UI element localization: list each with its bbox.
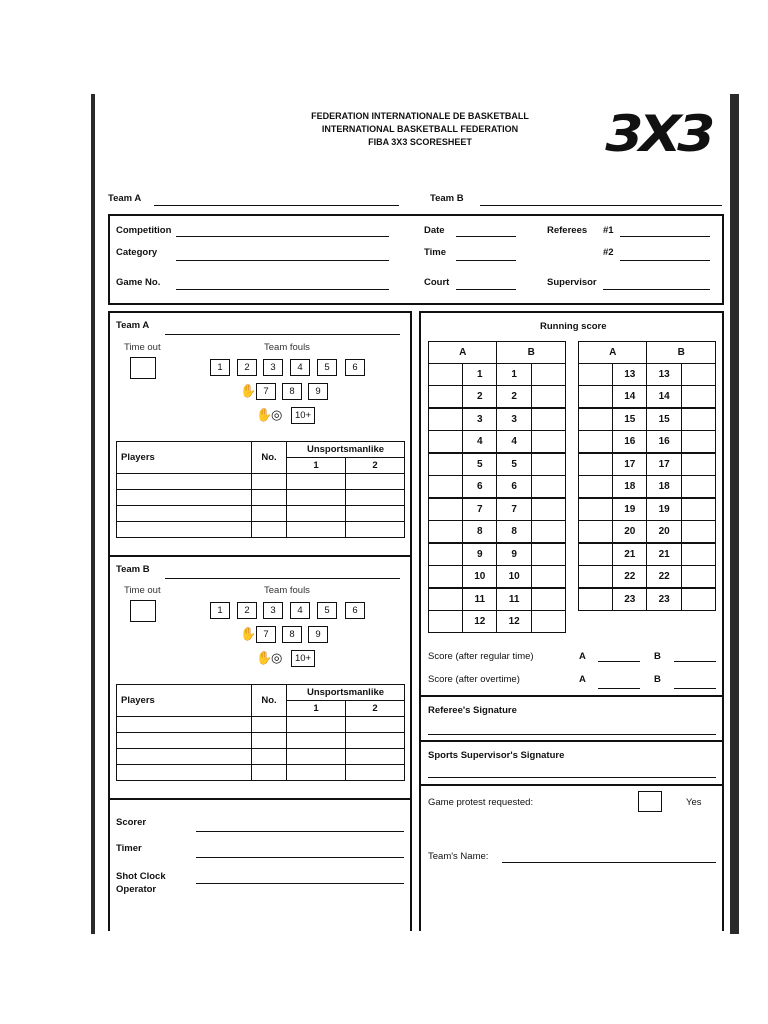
competition-field[interactable] <box>176 236 389 237</box>
running-score-mark-cell[interactable] <box>681 386 715 409</box>
team-foul-box[interactable]: 7 <box>256 626 276 643</box>
referee-signature-label: Referee's Signature <box>428 705 517 716</box>
team-a-name-field[interactable] <box>154 205 399 206</box>
running-score-col-a-header: A <box>429 342 497 364</box>
running-score-mark-cell[interactable] <box>579 364 613 386</box>
team-foul-box[interactable]: 6 <box>345 359 365 376</box>
team-foul-box[interactable]: 10+ <box>291 650 315 667</box>
protest-team-name-field[interactable] <box>502 862 716 863</box>
table-row[interactable] <box>117 733 405 749</box>
table-row <box>429 588 566 611</box>
players-header: Players <box>117 685 252 717</box>
running-score-mark-cell[interactable] <box>531 453 565 476</box>
signature-divider-3 <box>419 784 724 786</box>
running-score-left-table <box>428 341 566 633</box>
signature-divider-1 <box>419 695 724 697</box>
running-score-number: 14 <box>647 386 681 409</box>
running-score-number: 20 <box>613 521 647 544</box>
running-score-col-a-header: A <box>579 342 647 364</box>
running-score-number: 14 <box>613 386 647 409</box>
score-overtime-a-label: A <box>579 674 586 685</box>
running-score-mark-cell[interactable] <box>681 431 715 454</box>
score-regular-b-label: B <box>654 651 661 662</box>
team-b-section-label: Team B <box>116 564 150 575</box>
running-score-mark-cell[interactable] <box>429 476 463 499</box>
running-score-mark-cell[interactable] <box>531 364 565 386</box>
running-score-number: 21 <box>647 543 681 566</box>
right-border-bar <box>730 94 739 934</box>
team-a-timeout-label: Time out <box>124 342 161 353</box>
running-score-mark-cell[interactable] <box>579 588 613 611</box>
score-regular-a-label: A <box>579 651 586 662</box>
running-score-mark-cell[interactable] <box>429 521 463 544</box>
team-a-section-name-field[interactable] <box>165 334 400 335</box>
team-b-section-name-field[interactable] <box>165 578 400 579</box>
protest-yes-label: Yes <box>686 797 702 808</box>
raised-hand-icon: ✋ <box>240 383 257 398</box>
court-label: Court <box>424 277 450 288</box>
running-score-number: 17 <box>647 453 681 476</box>
supervisor-signature-label: Sports Supervisor's Signature <box>428 750 565 761</box>
running-score-mark-cell[interactable] <box>531 431 565 454</box>
team-a-players-table <box>116 441 405 538</box>
running-score-col-b-header: B <box>497 342 566 364</box>
team-foul-box[interactable]: 3 <box>263 602 283 619</box>
running-score-mark-cell[interactable] <box>429 386 463 409</box>
shot-clock-label <box>116 870 166 896</box>
running-score-number: 8 <box>497 521 531 544</box>
table-row[interactable] <box>117 474 405 490</box>
competition-label: Competition <box>116 225 172 236</box>
number-header: No. <box>252 685 287 717</box>
raised-hand-icon: ✋ <box>256 407 273 422</box>
table-row <box>429 364 566 386</box>
running-score-number: 7 <box>463 498 497 521</box>
running-score-number: 6 <box>463 476 497 499</box>
supervisor-label: Supervisor <box>547 277 597 288</box>
team-foul-box[interactable]: 8 <box>282 626 302 643</box>
running-score-number: 12 <box>463 611 497 633</box>
running-score-number: 17 <box>613 453 647 476</box>
running-score-number: 7 <box>497 498 531 521</box>
running-score-number: 4 <box>497 431 531 454</box>
table-row <box>579 408 716 431</box>
running-score-number: 11 <box>463 588 497 611</box>
left-border-bar <box>91 94 95 934</box>
referee-signature-field[interactable] <box>428 734 716 735</box>
running-score-number: 15 <box>613 408 647 431</box>
table-row[interactable] <box>117 522 405 538</box>
team-a-section-label: Team A <box>116 320 150 331</box>
timer-field[interactable] <box>196 857 404 858</box>
time-field[interactable] <box>456 260 516 261</box>
game-no-label: Game No. <box>116 277 161 288</box>
running-score-mark-cell[interactable] <box>531 611 565 633</box>
header-line-3: FIBA 3X3 SCORESHEET <box>368 137 472 147</box>
running-score-mark-cell[interactable] <box>531 521 565 544</box>
score-regular-a-field[interactable] <box>598 661 640 662</box>
timer-label: Timer <box>116 843 142 854</box>
table-row <box>579 453 716 476</box>
team-b-fouls-label: Team fouls <box>264 585 310 596</box>
team-foul-box[interactable]: 9 <box>308 626 328 643</box>
running-score-mark-cell[interactable] <box>579 498 613 521</box>
header-line-2: INTERNATIONAL BASKETBALL FEDERATION <box>321 124 519 134</box>
table-row <box>579 588 716 611</box>
team-foul-box[interactable]: 5 <box>317 359 337 376</box>
fiba-3x3-logo: 3X3 <box>605 105 711 163</box>
date-field[interactable] <box>456 236 516 237</box>
team-foul-box[interactable]: 6 <box>345 602 365 619</box>
score-overtime-b-label: B <box>654 674 661 685</box>
raised-hand-icon: ✋ <box>240 626 257 641</box>
running-score-mark-cell[interactable] <box>579 543 613 566</box>
running-score-mark-cell[interactable] <box>429 588 463 611</box>
running-score-number: 4 <box>463 431 497 454</box>
table-row <box>579 431 716 454</box>
running-score-number: 19 <box>647 498 681 521</box>
team-a-fouls-label: Team fouls <box>264 342 310 353</box>
running-score-number: 11 <box>497 588 531 611</box>
running-score-number: 5 <box>497 453 531 476</box>
score-overtime-b-field[interactable] <box>674 688 716 689</box>
unsportsmanlike-1-header: 1 <box>287 701 346 717</box>
table-row[interactable] <box>117 717 405 733</box>
running-score-mark-cell[interactable] <box>531 476 565 499</box>
signature-divider-2 <box>419 740 724 742</box>
team-foul-box[interactable]: 1 <box>210 359 230 376</box>
scorer-label: Scorer <box>116 817 147 828</box>
table-row[interactable] <box>117 749 405 765</box>
running-score-number: 16 <box>613 431 647 454</box>
score-regular-label: Score (after regular time) <box>428 651 534 662</box>
supervisor-field[interactable] <box>603 289 710 290</box>
table-row[interactable] <box>117 490 405 506</box>
unsportsmanlike-2-header: 2 <box>345 458 404 474</box>
team-foul-box[interactable]: 1 <box>210 602 230 619</box>
table-row <box>429 408 566 431</box>
unsportsmanlike-2-header: 2 <box>345 701 404 717</box>
running-score-mark-cell[interactable] <box>579 453 613 476</box>
team-foul-box[interactable]: 2 <box>237 602 257 619</box>
table-row <box>579 566 716 589</box>
running-score-number: 23 <box>647 588 681 611</box>
running-score-number: 2 <box>463 386 497 409</box>
team-foul-box[interactable]: 10+ <box>291 407 315 424</box>
team-foul-box[interactable]: 7 <box>256 383 276 400</box>
protest-team-name-label: Team's Name: <box>428 851 489 862</box>
running-score-mark-cell[interactable] <box>531 498 565 521</box>
team-divider <box>108 555 412 557</box>
number-header: No. <box>252 442 287 474</box>
table-row[interactable] <box>117 506 405 522</box>
basketball-icon: ◎ <box>271 407 283 422</box>
team-foul-box[interactable]: 2 <box>237 359 257 376</box>
running-score-mark-cell[interactable] <box>531 566 565 589</box>
running-score-mark-cell[interactable] <box>429 364 463 386</box>
running-score-mark-cell[interactable] <box>681 588 715 611</box>
team-a-top-label: Team A <box>108 193 142 204</box>
team-foul-box[interactable]: 4 <box>290 359 310 376</box>
table-row <box>579 476 716 499</box>
table-row <box>579 364 716 386</box>
running-score-number: 19 <box>613 498 647 521</box>
running-score-mark-cell[interactable] <box>429 431 463 454</box>
running-score-mark-cell[interactable] <box>429 498 463 521</box>
running-score-number: 10 <box>463 566 497 589</box>
running-score-mark-cell[interactable] <box>429 543 463 566</box>
team-b-name-field[interactable] <box>480 205 722 206</box>
running-score-number: 2 <box>497 386 531 409</box>
running-score-col-b-header: B <box>647 342 716 364</box>
team-foul-box[interactable]: 4 <box>290 602 310 619</box>
score-regular-b-field[interactable] <box>674 661 716 662</box>
running-score-mark-cell[interactable] <box>579 386 613 409</box>
running-score-mark-cell[interactable] <box>681 453 715 476</box>
table-row <box>429 566 566 589</box>
referee-2-field[interactable] <box>620 260 710 261</box>
table-row <box>429 543 566 566</box>
running-score-right-table <box>578 341 716 611</box>
running-score-mark-cell[interactable] <box>531 408 565 431</box>
running-score-number: 13 <box>613 364 647 386</box>
running-score-number: 15 <box>647 408 681 431</box>
table-row <box>429 611 566 633</box>
table-row <box>429 386 566 409</box>
players-header: Players <box>117 442 252 474</box>
running-score-number: 1 <box>463 364 497 386</box>
running-score-mark-cell[interactable] <box>681 543 715 566</box>
referee-1-label: #1 <box>603 225 614 236</box>
team-b-players-table <box>116 684 405 781</box>
running-score-mark-cell[interactable] <box>579 431 613 454</box>
category-field[interactable] <box>176 260 389 261</box>
unsportsmanlike-header: Unsportsmanlike <box>287 442 405 458</box>
running-score-number: 6 <box>497 476 531 499</box>
running-score-mark-cell[interactable] <box>429 611 463 633</box>
running-score-mark-cell[interactable] <box>579 408 613 431</box>
running-score-number: 16 <box>647 431 681 454</box>
category-label: Category <box>116 247 158 258</box>
team-b-top-label: Team B <box>430 193 464 204</box>
referee-2-label: #2 <box>603 247 614 258</box>
running-score-number: 5 <box>463 453 497 476</box>
running-score-number: 9 <box>497 543 531 566</box>
table-row[interactable] <box>117 765 405 781</box>
team-b-timeout-box[interactable] <box>130 600 156 622</box>
running-score-mark-cell[interactable] <box>579 476 613 499</box>
running-score-mark-cell[interactable] <box>681 476 715 499</box>
header-title <box>270 110 570 149</box>
running-score-mark-cell[interactable] <box>681 566 715 589</box>
scorer-field[interactable] <box>196 831 404 832</box>
team-foul-box[interactable]: 8 <box>282 383 302 400</box>
game-no-field[interactable] <box>176 289 389 290</box>
header-line-1: FEDERATION INTERNATIONALE DE BASKETBALL <box>311 111 529 121</box>
table-row <box>579 498 716 521</box>
running-score-number: 18 <box>647 476 681 499</box>
shot-clock-line-2: Operator <box>116 884 157 895</box>
basketball-icon: ◎ <box>271 650 283 665</box>
table-row <box>429 431 566 454</box>
protest-label: Game protest requested: <box>428 797 534 808</box>
running-score-mark-cell[interactable] <box>681 521 715 544</box>
running-score-mark-cell[interactable] <box>531 588 565 611</box>
table-row <box>579 543 716 566</box>
unsportsmanlike-header: Unsportsmanlike <box>287 685 405 701</box>
running-score-mark-cell[interactable] <box>681 364 715 386</box>
running-score-mark-cell[interactable] <box>531 543 565 566</box>
protest-checkbox[interactable] <box>638 791 662 812</box>
running-score-number: 18 <box>613 476 647 499</box>
team-foul-box[interactable]: 9 <box>308 383 328 400</box>
running-score-number: 3 <box>463 408 497 431</box>
running-score-number: 21 <box>613 543 647 566</box>
running-score-mark-cell[interactable] <box>579 521 613 544</box>
running-score-number: 22 <box>613 566 647 589</box>
table-row <box>429 453 566 476</box>
officials-divider <box>108 798 412 800</box>
court-field[interactable] <box>456 289 516 290</box>
table-row <box>429 498 566 521</box>
shot-clock-line-1: Shot Clock <box>116 871 166 882</box>
table-row <box>429 521 566 544</box>
running-score-number: 22 <box>647 566 681 589</box>
running-score-number: 23 <box>613 588 647 611</box>
running-score-number: 10 <box>497 566 531 589</box>
table-row <box>579 521 716 544</box>
team-b-timeout-label: Time out <box>124 585 161 596</box>
running-score-mark-cell[interactable] <box>429 566 463 589</box>
team-foul-box[interactable]: 5 <box>317 602 337 619</box>
table-row <box>579 386 716 409</box>
running-score-number: 20 <box>647 521 681 544</box>
shot-clock-field[interactable] <box>196 883 404 884</box>
team-a-timeout-box[interactable] <box>130 357 156 379</box>
running-score-number: 13 <box>647 364 681 386</box>
running-score-number: 1 <box>497 364 531 386</box>
referee-1-field[interactable] <box>620 236 710 237</box>
running-score-mark-cell[interactable] <box>531 386 565 409</box>
running-score-mark-cell[interactable] <box>429 408 463 431</box>
running-score-title: Running score <box>540 321 607 332</box>
running-score-mark-cell[interactable] <box>681 498 715 521</box>
running-score-number: 12 <box>497 611 531 633</box>
unsportsmanlike-1-header: 1 <box>287 458 346 474</box>
date-label: Date <box>424 225 445 236</box>
running-score-mark-cell[interactable] <box>429 453 463 476</box>
raised-hand-icon: ✋ <box>256 650 273 665</box>
team-foul-box[interactable]: 3 <box>263 359 283 376</box>
score-overtime-a-field[interactable] <box>598 688 640 689</box>
running-score-mark-cell[interactable] <box>681 408 715 431</box>
running-score-number: 8 <box>463 521 497 544</box>
table-row <box>429 476 566 499</box>
running-score-number: 9 <box>463 543 497 566</box>
referees-label: Referees <box>547 225 588 236</box>
running-score-number: 3 <box>497 408 531 431</box>
running-score-mark-cell[interactable] <box>579 566 613 589</box>
supervisor-signature-field[interactable] <box>428 777 716 778</box>
time-label: Time <box>424 247 447 258</box>
score-overtime-label: Score (after overtime) <box>428 674 520 685</box>
